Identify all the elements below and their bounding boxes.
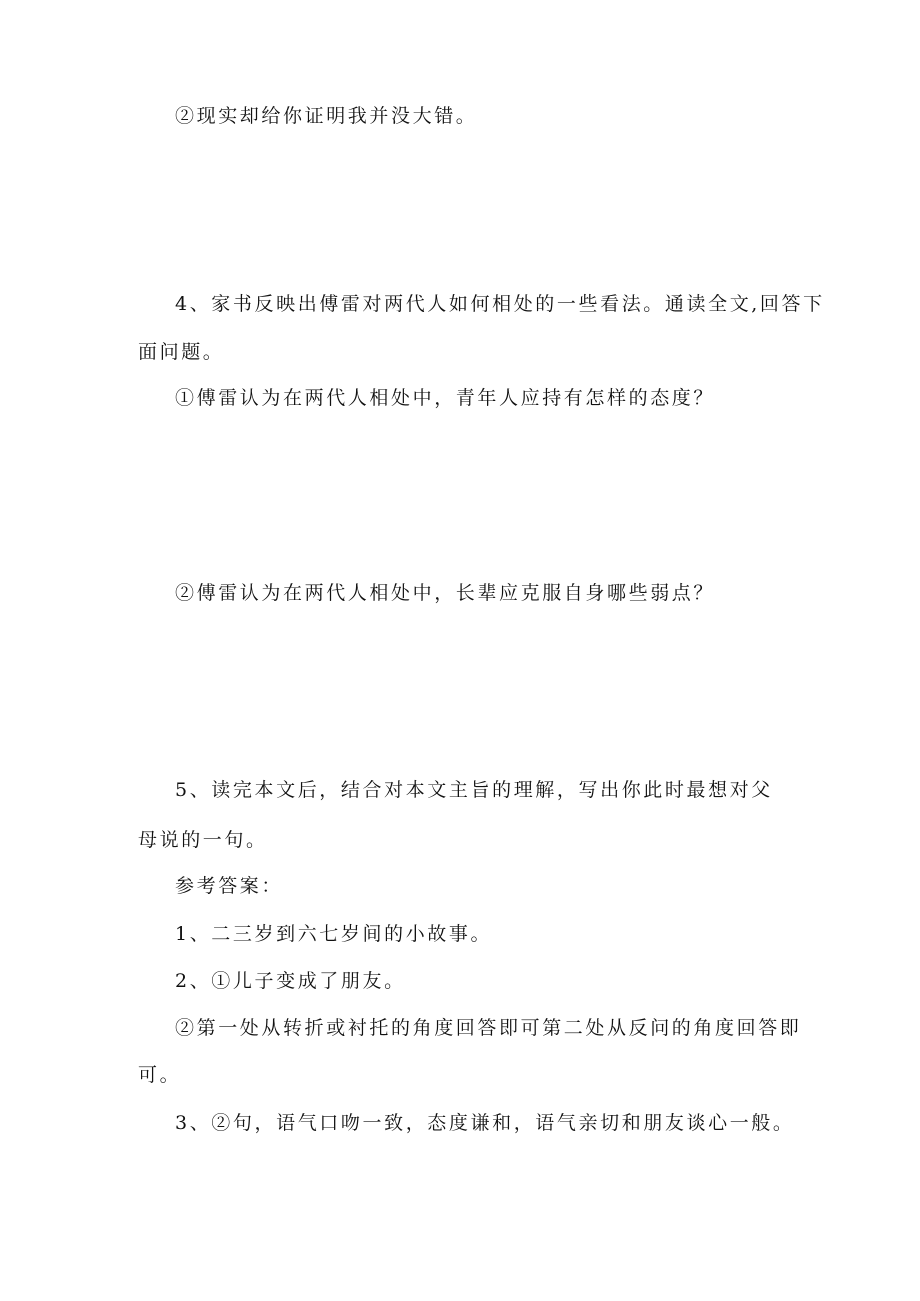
answers-heading: 参考答案： [175, 875, 284, 897]
question-4-line-2: 面问题。 [138, 341, 225, 363]
answer-2: 2、①儿子变成了朋友。 [175, 970, 406, 992]
question-4-part-2: ②傅雷认为在两代人相处中，长辈应克服自身哪些弱点？ [175, 582, 716, 604]
question-4-line-1: 4、家书反映出傅雷对两代人如何相处的一些看法。通读全文,回答下 [175, 293, 825, 315]
question-3-part-2: ②现实却给你证明我并没大错。 [175, 105, 478, 127]
answer-1: 1、二三岁到六七岁间的小故事。 [175, 923, 493, 945]
question-5-line-1: 5、读完本文后，结合对本文主旨的理解，写出你此时最想对父 [175, 779, 773, 801]
question-4-part-1: ①傅雷认为在两代人相处中，青年人应持有怎样的态度？ [175, 387, 716, 409]
answer-2-part-2-line-1: ②第一处从转折或衬托的角度回答即可第二处从反问的角度回答即 [175, 1017, 802, 1039]
answer-3: 3、②句，语气口吻一致，态度谦和，语气亲切和朋友谈心一般。 [175, 1112, 795, 1134]
question-5-line-2: 母说的一句。 [138, 829, 268, 851]
answer-2-part-2-line-2: 可。 [138, 1064, 182, 1086]
